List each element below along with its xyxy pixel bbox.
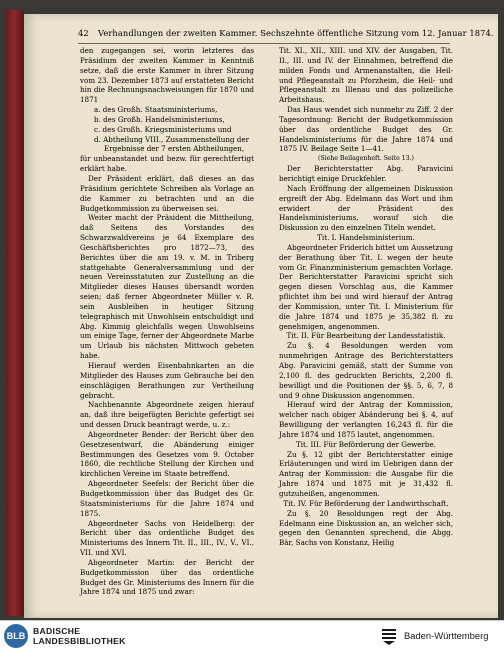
paragraph: den zugegangen sei, worin letzteres das Präsidium der zweiten Kammer in Kenntniß setze, daß die erste Kammer in ihrer Sitzung vom 23. Dezember 1873 auf erstatteten Bericht hin die Rechnungsnachweisungen für 1870 und 1871 (80, 46, 254, 105)
paragraph: Der Präsident erklärt, daß dieses an das Präsidium gerichtete Schreiben als Vorlage an die Kammer zu betrachten und an die Budgetkommission zu überweisen sei. (80, 173, 254, 213)
section-heading: Tit. IV. Für Beförderung der Landwirthschaft. (283, 498, 449, 508)
list-item: a. des Großh. Staatsministeriums, (94, 105, 218, 115)
paragraph: Hierauf wird der Antrag der Kommission, welcher nach obiger Abänderung bei §. 4, auf Bewilligung der verlangten 16,243 fl. für die Jahre 1874 und 1875 lautet, angenommen. (279, 400, 453, 439)
library-name-line1: BADISCHE (33, 626, 81, 636)
left-column (80, 46, 254, 597)
list-item: d. Abtheilung VIII., Zusammenstellung der Ergebnisse der 7 ersten Abtheilungen, (94, 134, 249, 154)
header-rule (78, 43, 450, 44)
library-name-line2: LANDESBIBLIOTHEK (33, 636, 126, 646)
paragraph: Der Berichterstatter Abg. Paravicini berichtigt einige Druckfehler. (279, 164, 453, 183)
running-title: Verhandlungen der zweiten Kammer. Sechszehnte öffentliche Sitzung vom 12. Januar 1874. (98, 28, 494, 38)
blb-logo-icon[interactable]: BLB (4, 624, 28, 648)
list-item: c. des Großh. Kriegsministeriums und (94, 124, 232, 134)
paragraph: Zu §. 20 Besoldungen regt der Abg. Edelmann eine Diskussion an, an welcher sich, gegen den Genannten sprechend, die Abgg. Bär, Sachs von Konstanz, Heilig (279, 508, 453, 548)
section-heading: Tit. II. Für Bearbeitung der Landesstatistik. (286, 331, 446, 341)
right-column (279, 46, 453, 548)
paragraph: Nachbenannte Abgeordnete zeigen hierauf an, daß ihre beigefügten Berichte gefertigt sei und dessen Druck beantragt werde, u. z.: (80, 400, 254, 430)
paragraph: Abgeordneter Martin: der Bericht der Budgetkommission über das ordentliche Budget des Gr. Ministeriums des Innern für die Jahre 1874 und 1875 und zwar: (80, 557, 254, 597)
paragraph: Tit. XI., XII., XIII. und XIV. der Ausgaben, Tit. II., III. und IV. der Einnahmen, betreffend die milden Fonds und Armenanstalten, die Heil- und Pflegeanstalt zu Pforzheim, die Heil- und Pflegeanstalt zu Illenau und das polizeiliche Arbeitshaus. (279, 46, 453, 105)
paragraph: Abgeordneter Seefels: der Bericht über die Budgetkommission über das Budget des Gr. Staatsministeriums für die Jahre 1874 und 1875. (80, 479, 254, 518)
viewer-footer (0, 620, 504, 650)
paragraph: Hierauf werden Eisenbahnkarten an die Mitglieder des Hauses zum Gebrauche bei den einschlägigen Berathungen zur Vertheilung gebracht. (80, 361, 254, 400)
section-heading: Tit. III. Für Beförderung der Gewerbe. (296, 439, 436, 449)
ministry-list (80, 105, 254, 154)
state-name[interactable]: Baden-Württemberg (404, 630, 489, 641)
paragraph: Abgeordneter Friderich bittet um Aussetzung der Berathung über Tit. I. wegen der heute vom Gr. Finanzministerium gemachten Vorlage. Der Berichterstatter Paravicini spricht sich gegen diesen Vorschlag aus, die Kammer pflichtet ihm bei und wird hierauf der Antrag der Kommission, unter Tit. I. Ministerium für die Jahre 1874 und 1875 je 35,382 fl. zu genehmigen, angenommen. (279, 242, 453, 331)
section-heading: Tit. I. Handelsministerium. (317, 233, 415, 243)
page-number: 42 (78, 28, 89, 38)
paragraph: Das Haus wendet sich nunmehr zu Ziff. 2 der Tagesordnung: Bericht der Budgetkommission über das ordentliche Budget des Gr. Handelsministeriums für die Jahre 1874 und 1875 IV. Beilage Seite 1—41. (279, 105, 453, 154)
paragraph: Abgeordneter Bender: der Bericht über den Gesetzesentwurf, die Abänderung einiger Bestimmungen des Gesetzes vom 9. October 1860, die rechtliche Stellung der Kirchen und kirchlichen Vereine im Staate betreffend. (80, 429, 254, 479)
paragraph: Zu §. 4 Besoldungen werden vom nunmehrigen Antrage des Berichterstatters Abg. Paravicini gemäß, statt der Summe von 2,100 fl. des gedruckten Berichts, 2,200 fl. bewilligt und die Positionen der §§. 5, 6, 7, 8 und 9 ohne Diskussion angenommen. (279, 341, 453, 400)
paragraph: Abgeordneter Sachs von Heidelberg: der Bericht über das ordentliche Budget des Ministeriums des Innern Tit. II., III., IV., V., VI., VII. und XVI. (80, 518, 254, 558)
running-header (78, 28, 494, 42)
book-binding (6, 10, 24, 616)
paragraph: Weiter macht der Präsident die Mittheilung, daß Seitens des Vorstandes des Schwarzwaldvereins je 64 Exemplare des Geschäftsberichtes pro 1872—73, des Berichtes über die am 19. v. M. in Triberg stattgehabte Generalversammlung und der neuen Vereinsstatuten zur Zustellung an die Mitglieder dieses Hauses übersandt worden seien; daß ferner Abgeordneter Müller v. R. sein Ausbleiben in heutiger Sitzung telegraphisch mit Unwohlsein entschuldigt und Abg. Kimmig gleichfalls wegen Unwohlseins um einige Tage, ferner der Abgeordnete Marbe um Urlaub bis nächsten Mittwoch gebeten habe. (80, 213, 254, 361)
paragraph: Zu §. 12 gibt der Berichterstatter einige Erläuterungen und wird im Uebrigen dann der Antrag der Kommission: die Ausgabe für die Jahre 1874 und 1875 mit je 31,432 fl. gutzuheißen, angenommen. (279, 449, 453, 498)
list-item: b. des Großh. Handelsministeriums, (94, 114, 225, 124)
paragraph: Nach Eröffnung der allgemeinen Diskussion ergreift der Abg. Edelmann das Wort und ihm erwidert der Präsident des Handelsministeriums, worauf sich die Diskussion zu den einzelnen Titeln wendet. (279, 183, 453, 233)
state-coat-of-arms-icon (379, 626, 399, 646)
reference-note: (Siehe Beilagenheft. Seite 13.) (318, 155, 414, 163)
library-name[interactable] (33, 626, 126, 646)
paragraph: für unbeanstandet und bezw. für gerechtfertigt erklärt habe. (80, 154, 254, 174)
